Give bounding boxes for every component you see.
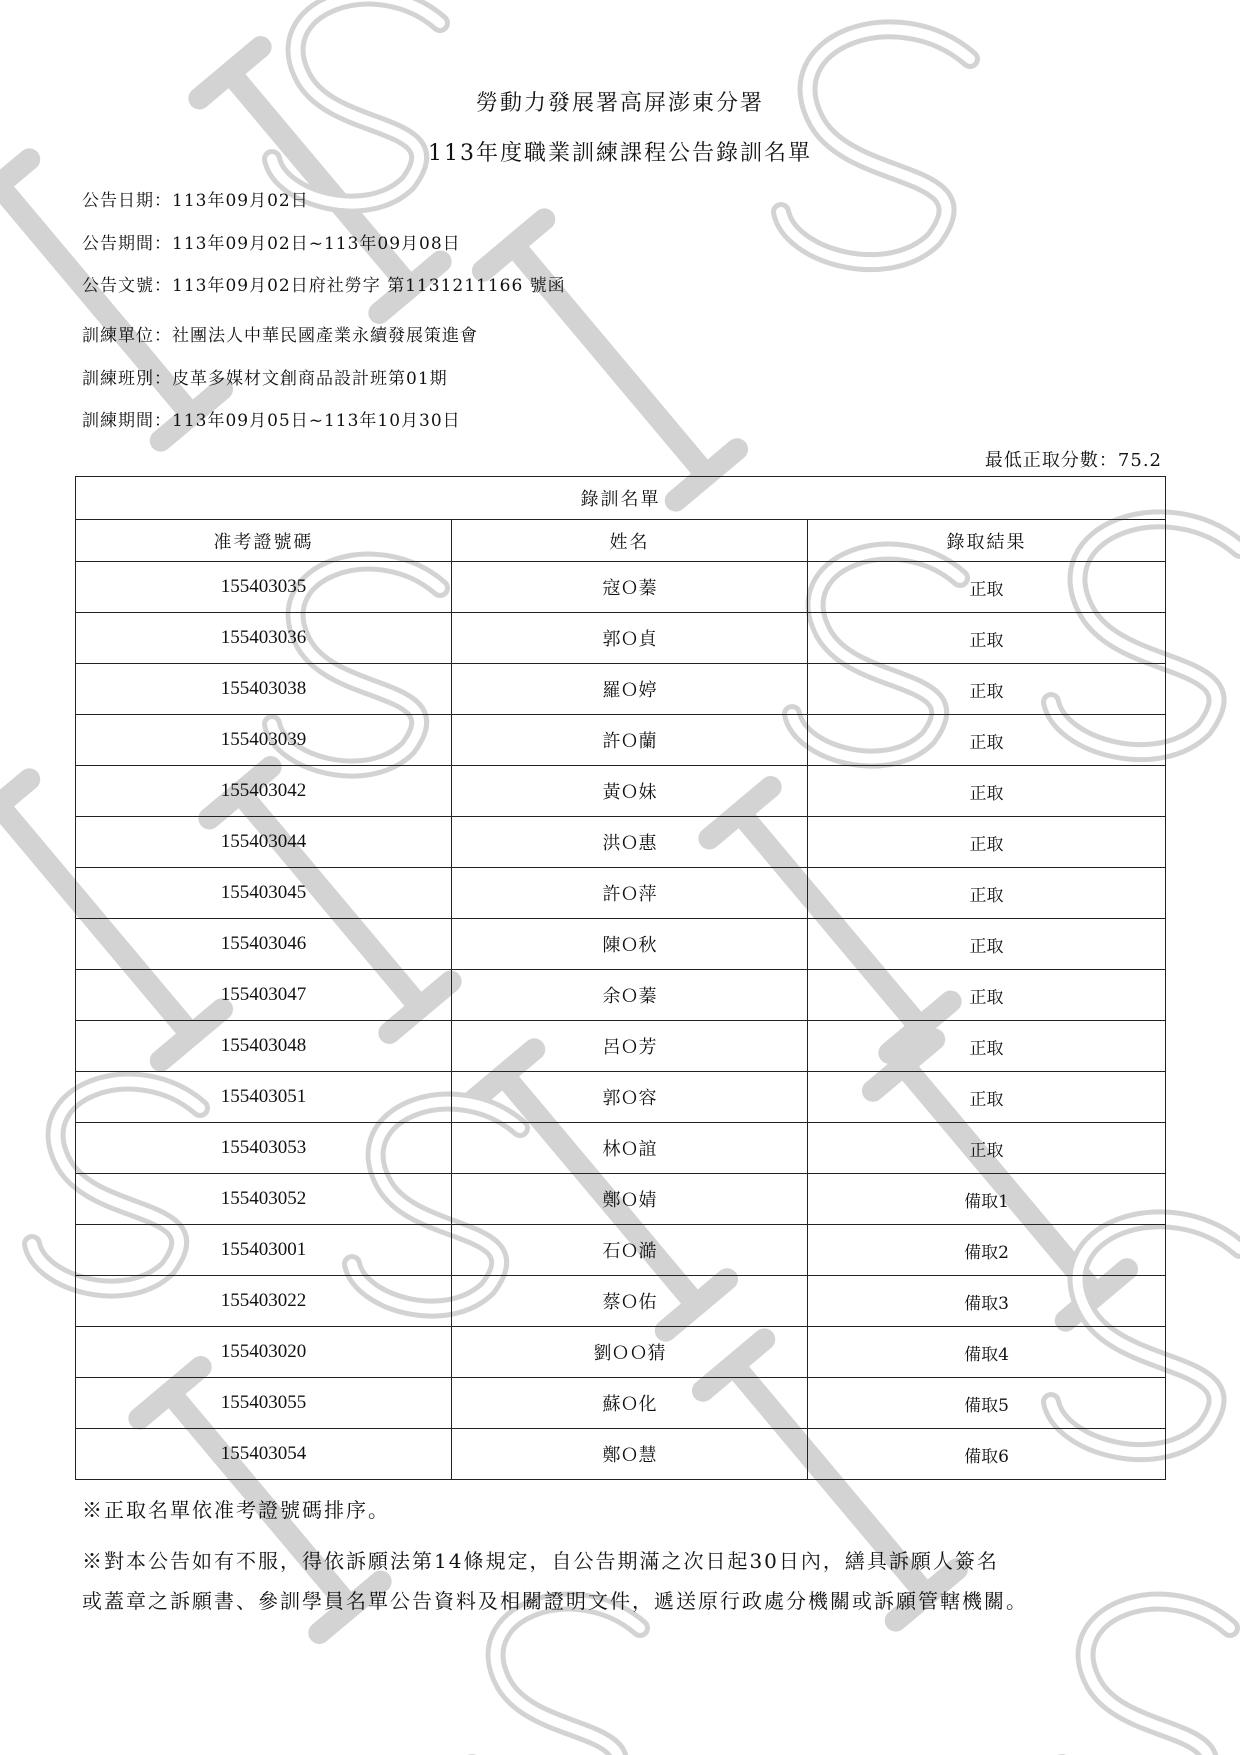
column-header-name: 姓名 [452,520,808,562]
minimum-score: 最低正取分數 ： 75.2 [985,446,1162,472]
appeal-note-line-1: ※對本公告如有不服，得依訴願法第14條規定，自公告期滿之次日起30日內，繕具訴願人簽名 [82,1549,999,1573]
name-cell: 黃Ｏ妹 [452,766,808,817]
table-row [76,1123,1166,1174]
ticket-cell: 155403001 [76,1225,452,1276]
table-caption-row [76,477,1166,520]
sort-note: ※正取名單依准考證號碼排序。 [82,1498,390,1522]
name-cell: 林Ｏ誼 [452,1123,808,1174]
name-cell: 寇Ｏ蓁 [452,562,808,613]
result-cell: 正取 [808,1123,1166,1174]
result-cell: 正取 [808,715,1166,766]
table-caption: 錄訓名單 [76,477,1166,520]
name-cell: 洪Ｏ惠 [452,817,808,868]
meta-document-number: 公告文號 ： 113年09月02日府社勞字 第1131211166 號函 [82,271,566,296]
ticket-cell: 155403055 [76,1378,452,1429]
table-row [76,1378,1166,1429]
result-cell: 正取 [808,613,1166,664]
table-row [76,613,1166,664]
result-cell: 正取 [808,868,1166,919]
column-header-result: 錄取結果 [808,520,1166,562]
table-row [76,1276,1166,1327]
admission-roster-table [75,476,1166,1480]
result-cell: 備取5 [808,1378,1166,1429]
column-header-ticket: 准考證號碼 [76,520,452,562]
name-cell: 郭Ｏ貞 [452,613,808,664]
table-row [76,1174,1166,1225]
meta-training-class: 訓練班別 ： 皮革多媒材文創商品設計班第01期 [82,364,448,389]
result-cell: 備取1 [808,1174,1166,1225]
result-cell: 備取2 [808,1225,1166,1276]
table-row [76,868,1166,919]
name-cell: 蔡Ｏ佑 [452,1276,808,1327]
meta-training-period: 訓練期間 ： 113年09月05日~113年10月30日 [82,406,461,431]
ticket-cell: 155403051 [76,1072,452,1123]
ticket-cell: 155403022 [76,1276,452,1327]
agency-title: 勞動力發展署高屏澎東分署 [475,91,764,116]
ticket-cell: 155403042 [76,766,452,817]
result-cell: 正取 [808,562,1166,613]
name-cell: 呂Ｏ芳 [452,1021,808,1072]
appeal-note-line-2: 或蓋章之訴願書、參訓學員名單公告資料及相關證明文件，遞送原行政處分機關或訴願管轄機關。 [82,1589,1028,1613]
name-cell: 許Ｏ蘭 [452,715,808,766]
ticket-cell: 155403052 [76,1174,452,1225]
table-row [76,766,1166,817]
result-cell: 正取 [808,1021,1166,1072]
result-cell: 正取 [808,664,1166,715]
table-row [76,970,1166,1021]
ticket-cell: 155403044 [76,817,452,868]
result-cell: 備取6 [808,1429,1166,1480]
table-row [76,562,1166,613]
name-cell: 蘇Ｏ化 [452,1378,808,1429]
name-cell: 羅Ｏ婷 [452,664,808,715]
table-row [76,817,1166,868]
result-cell: 備取4 [808,1327,1166,1378]
ticket-cell: 155403053 [76,1123,452,1174]
name-cell: 許Ｏ萍 [452,868,808,919]
ticket-cell: 155403039 [76,715,452,766]
name-cell: 鄭Ｏ婧 [452,1174,808,1225]
table-row [76,1327,1166,1378]
table-row [76,1072,1166,1123]
ticket-cell: 155403046 [76,919,452,970]
name-cell: 鄭Ｏ慧 [452,1429,808,1480]
result-cell: 正取 [808,1072,1166,1123]
result-cell: 正取 [808,817,1166,868]
name-cell: 余Ｏ蓁 [452,970,808,1021]
ticket-cell: 155403045 [76,868,452,919]
table-header-row [76,520,1166,562]
meta-announce-date: 公告日期 ： 113年09月02日 [82,186,309,211]
name-cell: 陳Ｏ秋 [452,919,808,970]
ticket-cell: 155403048 [76,1021,452,1072]
table-row [76,919,1166,970]
result-cell: 正取 [808,766,1166,817]
meta-training-unit: 訓練單位 ： 社團法人中華民國產業永續發展策進會 [82,321,478,346]
result-cell: 正取 [808,919,1166,970]
table-row [76,664,1166,715]
document-title: 113年度職業訓練課程公告錄訓名單 [428,141,812,166]
table-row [76,715,1166,766]
name-cell: 劉ＯＯ猜 [452,1327,808,1378]
result-cell: 正取 [808,970,1166,1021]
ticket-cell: 155403054 [76,1429,452,1480]
ticket-cell: 155403047 [76,970,452,1021]
name-cell: 石Ｏ澔 [452,1225,808,1276]
table-row [76,1429,1166,1480]
ticket-cell: 155403020 [76,1327,452,1378]
ticket-cell: 155403036 [76,613,452,664]
meta-announce-period: 公告期間 ： 113年09月02日~113年09月08日 [82,229,461,254]
ticket-cell: 155403035 [76,562,452,613]
result-cell: 備取3 [808,1276,1166,1327]
table-row [76,1021,1166,1072]
name-cell: 郭Ｏ容 [452,1072,808,1123]
table-row [76,1225,1166,1276]
ticket-cell: 155403038 [76,664,452,715]
